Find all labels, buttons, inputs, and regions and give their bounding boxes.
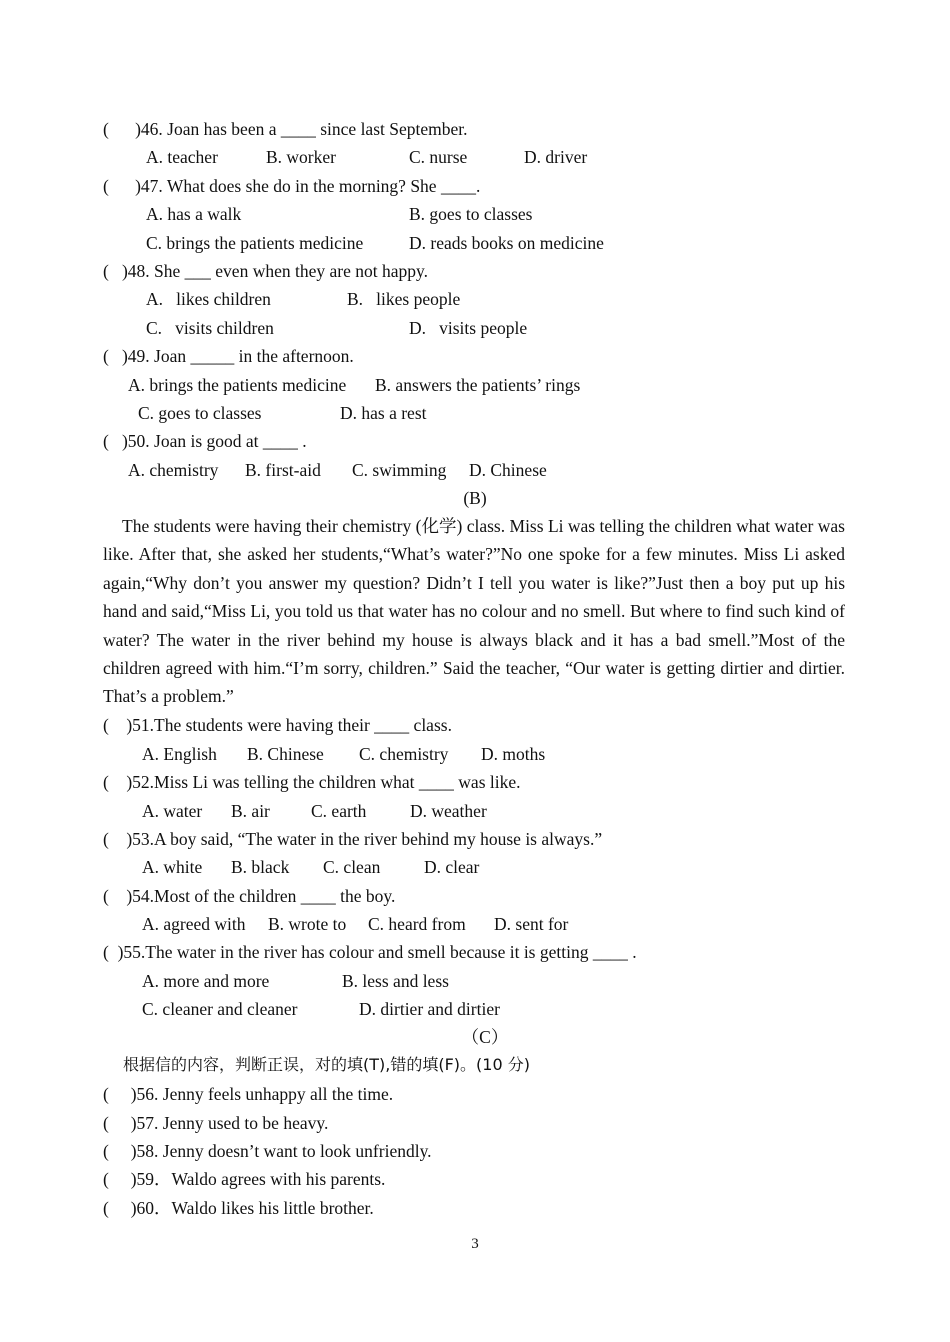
question-49-option-b: B. answers the patients’ rings [375,375,581,395]
question-52-stem: ( )52.Miss Li was telling the children what ____ was like. [103,772,521,792]
question-52-option-a: A. water [142,801,203,821]
question-53-option-c: C. clean [323,857,381,877]
question-47-option-c: C. brings the patients medicine [146,233,364,253]
question-49-option-d: D. has a rest [340,403,427,423]
question-46-stem: ( )46. Joan has been a ____ since last September. [103,119,468,139]
statement-58: ( )58. Jenny doesn’t want to look unfriendly. [103,1141,432,1161]
question-52-option-d: D. weather [410,801,487,821]
question-54-option-a: A. agreed with [142,914,246,934]
question-53-option-d: D. clear [424,857,480,877]
question-49-stem: ( )49. Joan _____ in the afternoon. [103,346,354,366]
question-51-option-a: A. English [142,744,217,764]
question-48-option-b: B. likes people [347,289,461,309]
question-51-stem: ( )51.The students were having their ____ class. [103,715,452,735]
question-47-option-b: B. goes to classes [409,204,533,224]
question-54-stem: ( )54.Most of the children ____ the boy. [103,886,396,906]
question-51-option-b: B. Chinese [247,744,324,764]
question-50-option-c: C. swimming [352,460,447,480]
question-52-option-b: B. air [231,801,270,821]
question-50-stem: ( )50. Joan is good at ____ . [103,431,307,451]
question-50-option-d: D. Chinese [469,460,547,480]
section-c-heading: （C） [461,1027,509,1047]
question-55-stem: ( )55.The water in the river has colour and smell because it is getting ____ . [103,942,637,962]
statement-59: ( )59．Waldo agrees with his parents. [103,1169,386,1189]
section-b-heading: (B) [463,488,487,508]
question-49-option-c: C. goes to classes [138,403,262,423]
question-48-option-a: A. likes children [146,289,271,309]
question-53-option-a: A. white [142,857,203,877]
question-51-option-d: D. moths [481,744,546,764]
question-55-option-c: C. cleaner and cleaner [142,999,298,1019]
question-48-stem: ( )48. She ___ even when they are not happy. [103,261,428,281]
question-49-option-a: A. brings the patients medicine [128,375,347,395]
question-54-option-b: B. wrote to [268,914,347,934]
section-b-passage: The students were having their chemistry (化学) class. Miss Li was telling the children what water was like. After that, she asked her students,“What’s water?”No one spoke for a few minutes. Miss Li asked again,“Why don’t you answer my question? Didn’t I tell you water is like?”Just then a boy put up his hand and said,“Miss Li, you told us that water has no colour and no smell. But where to find such kind of water? The water in the river behind my house is always black and it has a bad smell.”Most of the children agreed with him.“I’m sorry, children.” Said the teacher, “Our water is getting dirtier and dirtier. That’s a problem.” [103,516,845,707]
statement-60: ( )60．Waldo likes his little brother. [103,1198,374,1218]
question-46-option-a: A. teacher [146,147,218,167]
page-number: 3 [471,1236,479,1252]
question-54-option-c: C. heard from [368,914,466,934]
question-48-option-c: C. visits children [146,318,274,338]
question-46-option-c: C. nurse [409,147,468,167]
question-55-option-d: D. dirtier and dirtier [359,999,500,1019]
question-55-option-b: B. less and less [342,971,449,991]
section-c-instruction: 根据信的内容，判断正误，对的填(T),错的填(F)。(10 分) [123,1055,530,1074]
question-46-option-b: B. worker [266,147,336,167]
question-47-option-a: A. has a walk [146,204,242,224]
question-50-option-b: B. first-aid [245,460,321,480]
question-53-option-b: B. black [231,857,290,877]
statement-57: ( )57. Jenny used to be heavy. [103,1113,329,1133]
question-47-option-d: D. reads books on medicine [409,233,604,253]
statement-56: ( )56. Jenny feels unhappy all the time. [103,1084,394,1104]
question-52-option-c: C. earth [311,801,367,821]
question-55-option-a: A. more and more [142,971,270,991]
question-50-option-a: A. chemistry [128,460,219,480]
question-53-stem: ( )53.A boy said, “The water in the river behind my house is always.” [103,829,603,849]
question-51-option-c: C. chemistry [359,744,449,764]
question-48-option-d: D. visits people [409,318,528,338]
question-54-option-d: D. sent for [494,914,569,934]
question-47-stem: ( )47. What does she do in the morning? She ____. [103,176,481,196]
question-46-option-d: D. driver [524,147,588,167]
